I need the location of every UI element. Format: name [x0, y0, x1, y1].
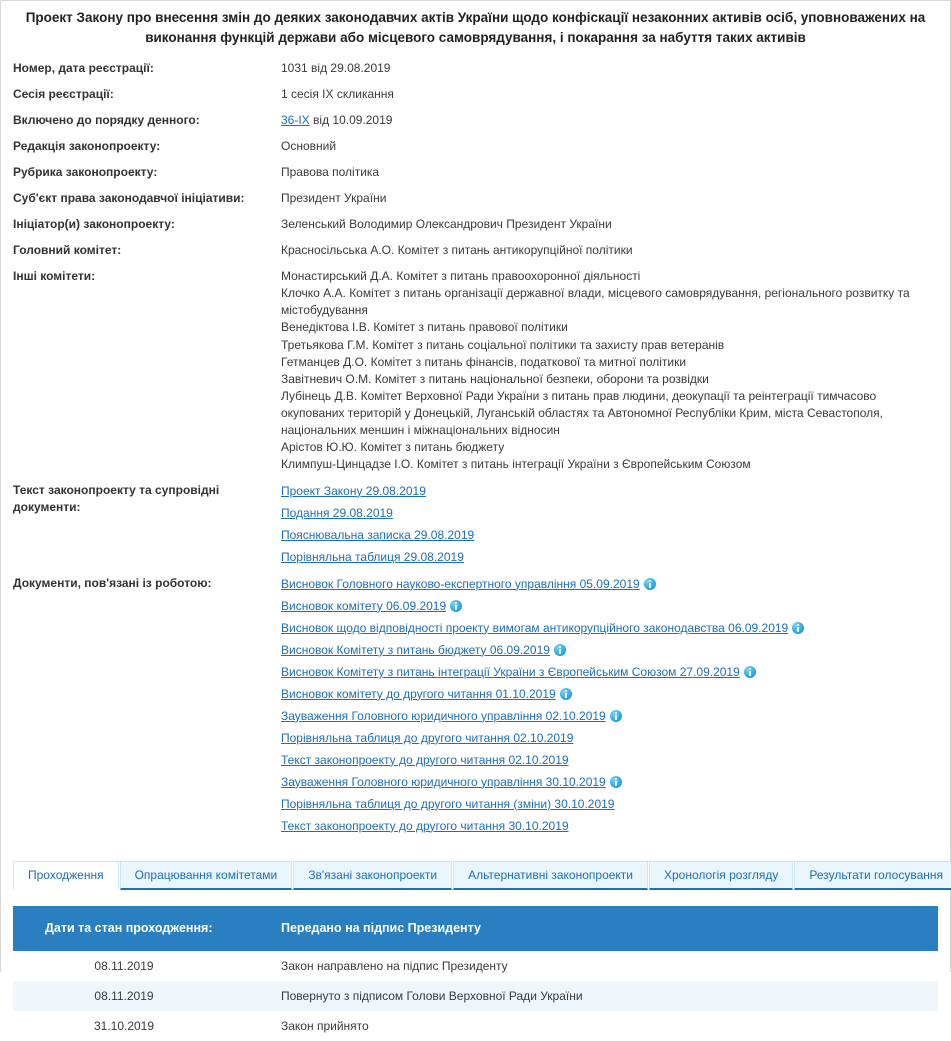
document-link[interactable]: Порівняльна таблиця до другого читання (зміни) 30.10.2019 [281, 796, 615, 811]
label-edition: Редакція законопроекту: [13, 139, 161, 154]
tab-label: Результати голосування [809, 867, 944, 882]
bill-text-link-row [281, 548, 940, 566]
related-document-link-row [281, 575, 940, 593]
document-link[interactable]: Порівняльна таблиця 29.08.2019 [281, 549, 464, 564]
value-agenda [281, 112, 950, 138]
status-state: Закон прийнято [281, 1018, 369, 1033]
tab-label: Опрацювання комітетами [134, 867, 278, 882]
status-state: Повернуто з підписом Голови Верховної Ради України [273, 981, 938, 1011]
status-header-state: Передано на підпис Президенту [273, 906, 938, 951]
value-edition: Основний [281, 139, 337, 154]
tab-label: Зв'язані законопроекти [308, 867, 438, 882]
related-document-link-row [281, 751, 940, 769]
page-title: Проект Закону про внесення змін до деяких законодавчих актів України щодо конфіскації незаконних активів осіб, уповноважених на виконання функцій держави або місцевого самоврядування, і покарання за набуття таких активів [25, 10, 926, 45]
info-row-main-committee [1, 242, 950, 268]
related-document-link-row [281, 707, 940, 725]
tab-4[interactable] [453, 861, 648, 890]
committee-line: Клочко А.А. Комітет з питань організації державної влади, місцевого самоврядування, регіонального розвитку та містобудування [281, 286, 910, 318]
document-link[interactable]: Подання 29.08.2019 [281, 505, 393, 520]
bill-text-link-row [281, 526, 940, 544]
document-link[interactable]: Висновок Комітету з питань інтеграції України з Європейським Союзом 27.09.2019 [281, 664, 740, 679]
status-header-date: Дати та стан проходження: [13, 906, 273, 951]
label-main-committee: Головний комітет: [13, 243, 122, 258]
info-row-initiators [1, 216, 950, 242]
info-icon[interactable] [610, 776, 622, 788]
document-link[interactable]: Зауваження Головного юридичного управління 30.10.2019 [281, 774, 606, 789]
bill-text-link-row [281, 482, 940, 500]
tab-list [13, 861, 944, 890]
tab-2[interactable] [120, 861, 293, 890]
related-document-link-row [281, 773, 940, 791]
tab-6[interactable] [794, 861, 951, 890]
status-date: 31.10.2019 [93, 1018, 155, 1033]
label-session: Сесія реєстрації: [13, 87, 114, 102]
info-icon[interactable] [450, 600, 462, 612]
info-icon[interactable] [792, 622, 804, 634]
agenda-link[interactable]: 36-IX [281, 113, 310, 128]
table-row [13, 1011, 938, 1041]
document-link[interactable]: Висновок комітету до другого читання 01.10.2019 [281, 686, 556, 701]
document-link[interactable]: Проект Закону 29.08.2019 [281, 483, 426, 498]
document-link[interactable]: Пояснювальна записка 29.08.2019 [281, 527, 475, 542]
committee-line: Гетманцев Д.О. Комітет з питань фінансів, податкової та митної політики [281, 354, 687, 369]
value-session: 1 сесія IX скликання [281, 87, 394, 102]
status-date: 08.11.2019 [13, 981, 273, 1011]
value-bill-text [281, 482, 950, 575]
related-document-link-row [281, 817, 940, 835]
label-subject: Суб'єкт права законодавчої ініціативи: [13, 191, 245, 206]
tab-label: Альтернативні законопроекти [468, 867, 633, 882]
label-initiators: Ініціатор(и) законопроекту: [13, 217, 175, 232]
label-related-documents: Документи, пов'язані із роботою: [13, 575, 212, 590]
info-icon[interactable] [610, 710, 622, 722]
document-link[interactable]: Висновок Комітету з питань бюджету 06.09.2019 [281, 642, 550, 657]
info-row-edition [1, 138, 950, 164]
info-row-number-date [1, 60, 950, 86]
document-link[interactable]: Висновок комітету 06.09.2019 [281, 598, 447, 613]
status-table-head [13, 906, 938, 951]
tabs-container [13, 861, 944, 890]
related-document-link-row [281, 795, 940, 813]
info-row-bill-text [1, 482, 950, 575]
bill-info-table [1, 60, 950, 844]
committee-line: Завітневич О.М. Комітет з питань національної безпеки, оборони та розвідки [281, 371, 709, 386]
related-document-link-row [281, 597, 940, 615]
info-row-related-documents [1, 575, 950, 844]
committee-line: Третьякова Г.М. Комітет з питань соціальної політики та захисту прав ветеранів [281, 337, 725, 352]
status-date: 08.11.2019 [94, 958, 154, 973]
table-row [13, 981, 938, 1011]
related-document-link-row [281, 663, 940, 681]
info-icon[interactable] [560, 688, 572, 700]
tab-label: Хронологія розгляду [664, 867, 779, 882]
related-document-link-row [281, 729, 940, 747]
agenda-suffix: від 10.09.2019 [309, 113, 393, 128]
tab-3[interactable] [293, 861, 452, 890]
label-bill-text: Текст законопроекту та супровідні документи: [13, 482, 220, 514]
bill-text-link-row [281, 504, 940, 522]
info-row-session [1, 86, 950, 112]
status-table [13, 906, 938, 1041]
committee-line: Лубінець Д.В. Комітет Верховної Ради України з питань прав людини, деокупації та реінтеграції тимчасово окупованих територій у Донецькій, Луганській областях та Автономної Республіки Крим, міста Севастополя, національних меншин і міжнаціональних відносин [281, 388, 883, 437]
info-row-subject [1, 190, 950, 216]
tab-label: Проходження [28, 867, 104, 882]
info-row-agenda [1, 112, 950, 138]
value-related-documents [281, 575, 950, 844]
value-other-committees [281, 268, 950, 481]
document-link[interactable]: Текст законопроекту до другого читання 30.10.2019 [281, 818, 569, 833]
committee-line: Монастирський Д.А. Комітет з питань правоохоронної діяльності [281, 269, 641, 284]
committee-line: Климпуш-Цинцадзе І.О. Комітет з питань інтеграції України з Європейським Союзом [281, 456, 751, 471]
related-document-link-row [281, 619, 940, 637]
status-header-row [13, 906, 938, 951]
tab-1[interactable] [13, 861, 119, 890]
document-link[interactable]: Висновок щодо відповідності проекту вимогам антикорупційного законодавства 06.09.2019 [281, 620, 789, 635]
committee-line: Венедіктова І.В. Комітет з питань правової політики [281, 320, 568, 335]
status-state: Закон направлено на підпис Президенту [281, 958, 508, 973]
tab-5[interactable] [649, 861, 793, 890]
label-rubric: Рубрика законопроекту: [13, 165, 158, 180]
label-number-date: Номер, дата реєстрації: [13, 61, 154, 76]
document-link[interactable]: Текст законопроекту до другого читання 02.10.2019 [281, 752, 569, 767]
info-icon[interactable] [644, 578, 656, 590]
document-link[interactable]: Зауваження Головного юридичного управління 02.10.2019 [281, 708, 606, 723]
value-number-date: 1031 від 29.08.2019 [281, 61, 391, 76]
info-row-other-committees [1, 268, 950, 481]
info-row-rubric [1, 164, 950, 190]
label-other-committees: Інші комітети: [13, 269, 96, 284]
value-rubric: Правова політика [281, 165, 380, 180]
related-document-link-row [281, 641, 940, 659]
document-link[interactable]: Висновок Головного науково-експертного управління 05.09.2019 [281, 576, 640, 591]
label-agenda: Включено до порядку денного: [13, 113, 200, 128]
info-icon[interactable] [554, 644, 566, 656]
related-document-link-row [281, 685, 940, 703]
info-icon[interactable] [744, 666, 756, 678]
status-table-body [13, 951, 938, 1041]
table-row [13, 951, 938, 981]
committee-line: Арістов Ю.Ю. Комітет з питань бюджету [281, 439, 505, 454]
value-initiators: Зеленський Володимир Олександрович Президент України [281, 217, 612, 232]
status-table-container [13, 906, 938, 1041]
value-subject: Президент України [281, 191, 387, 206]
document-link[interactable]: Порівняльна таблиця до другого читання 02.10.2019 [281, 730, 574, 745]
value-main-committee: Красносільська А.О. Комітет з питань антикорупційної політики [281, 243, 633, 258]
